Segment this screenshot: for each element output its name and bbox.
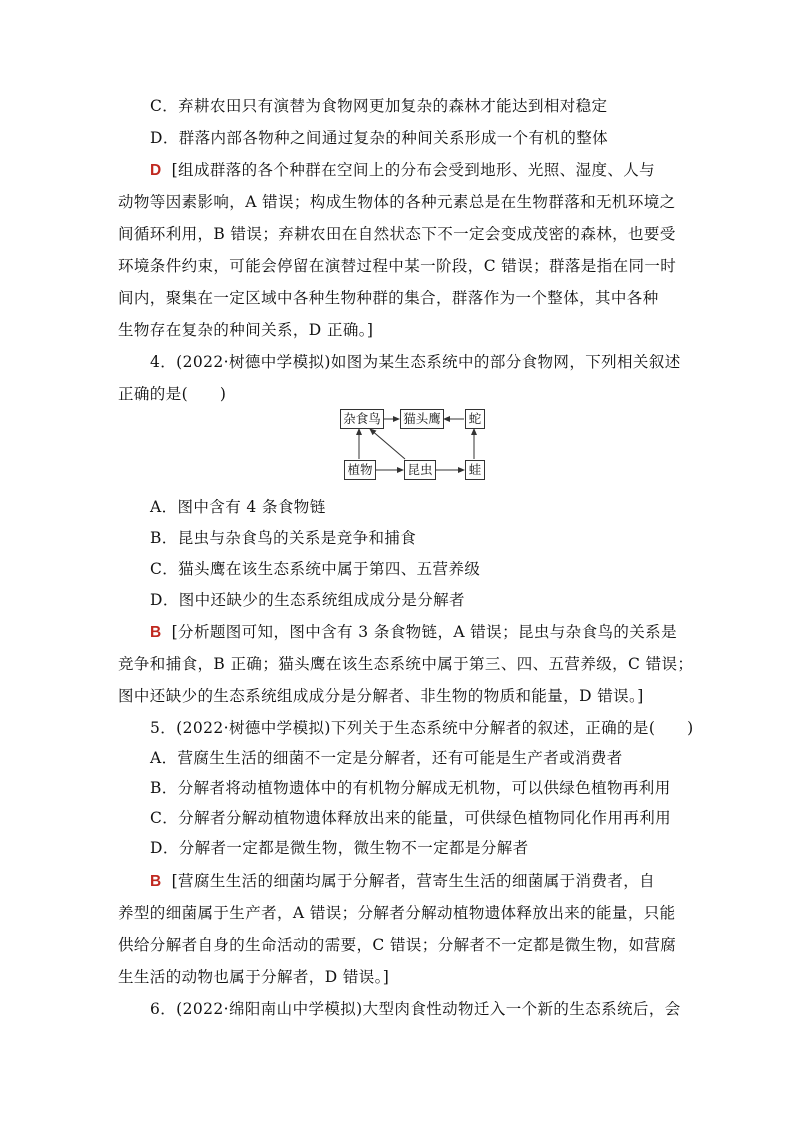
node-plant: 植物: [344, 460, 376, 480]
option-d-q5: D．分解者一定都是微生物，微生物不一定都是分解者: [150, 839, 529, 857]
option-c-q5: C．分解者分解动植物遗体释放出来的能量，可供绿色植物同化作用再利用: [150, 809, 672, 827]
option-a-q5: A．营腐生生活的细菌不一定是分解者，还有可能是生产者或消费者: [150, 749, 623, 767]
explanation-q5-line2: 养型的细菌属于生产者，A 错误；分解者分解动植物遗体释放出来的能量，只能: [118, 904, 676, 922]
explanation-q4-line2: 竞争和捕食，B 正确；猫头鹰在该生态系统中属于第三、四、五营养级，C 错误；: [118, 655, 694, 673]
question-4-stem: 4．(2022·树德中学模拟)如图为某生态系统中的部分食物网，下列相关叙述: [150, 353, 681, 371]
option-d-q4: D．图中还缺少的生态系统组成成分是分解者: [150, 591, 465, 609]
answer-letter: B: [150, 624, 162, 641]
explanation-q5-line3: 供给分解者自身的生命活动的需要，C 错误；分解者不一定都是微生物，如营腐: [118, 936, 677, 954]
explanation-q3-line5: 间内，聚集在一定区域中各种生物种群的集合，群落作为一个整体，其中各种: [118, 289, 659, 307]
answer-letter: B: [150, 873, 162, 890]
arrow-insect-to-bird: [370, 429, 405, 459]
node-omnivorous-bird: 杂食鸟: [340, 409, 384, 429]
option-b-q5: B．分解者将动植物遗体中的有机物分解成无机物，可以供绿色植物再利用: [150, 779, 671, 797]
explanation-text: [营腐生生活的细菌均属于分解者，营寄生生活的细菌属于消费者，自: [171, 872, 656, 890]
answer-letter: D: [150, 162, 162, 179]
explanation-q4-line3: 图中还缺少的生态系统组成成分是分解者、非生物的物质和能量，D 错误。]: [118, 687, 644, 705]
explanation-text: [组成群落的各个种群在空间上的分布会受到地形、光照、湿度、人与: [171, 161, 656, 179]
explanation-q5-line4: 生生活的动物也属于分解者，D 错误。]: [118, 968, 390, 986]
node-owl: 猫头鹰: [400, 409, 444, 429]
question-6-stem: 6．(2022·绵阳南山中学模拟)大型肉食性动物迁入一个新的生态系统后，会: [150, 1000, 681, 1018]
option-c-q4: C．猫头鹰在该生态系统中属于第四、五营养级: [150, 560, 481, 578]
explanation-q3-line6: 生物存在复杂的种间关系，D 正确。]: [118, 321, 374, 339]
option-d-q3: D．群落内部各物种之间通过复杂的种间关系形成一个有机的整体: [150, 129, 609, 147]
node-frog: 蛙: [465, 460, 485, 480]
explanation-q3-line2: 动物等因素影响，A 错误；构成生物体的各种元素总是在生物群落和无机环境之: [118, 193, 676, 211]
explanation-q5-line1: [150, 871, 680, 892]
node-insect: 昆虫: [404, 460, 436, 480]
option-b-q4: B．昆虫与杂食鸟的关系是竞争和捕食: [150, 529, 417, 547]
node-snake: 蛇: [465, 409, 485, 429]
explanation-q3-line3: 间循环利用，B 错误；弃耕农田在自然状态下不一定会变成茂密的森林，也要受: [118, 225, 676, 243]
question-4-stem-cont: 正确的是( ): [118, 385, 227, 403]
question-5-stem: 5．(2022·树德中学模拟)下列关于生态系统中分解者的叙述，正确的是( ): [150, 719, 694, 737]
explanation-text: [分析题图可知，图中含有 3 条食物链，A 错误；昆虫与杂食鸟的关系是: [171, 623, 677, 641]
option-a-q4: A．图中含有 4 条食物链: [150, 498, 326, 516]
option-c-q3: C．弃耕农田只有演替为食物网更加复杂的森林才能达到相对稳定: [150, 97, 608, 115]
explanation-q4-line1: [150, 622, 680, 643]
explanation-q3-line4: 环境条件约束，可能会停留在演替过程中某一阶段，C 错误；群落是指在同一时: [118, 257, 677, 275]
